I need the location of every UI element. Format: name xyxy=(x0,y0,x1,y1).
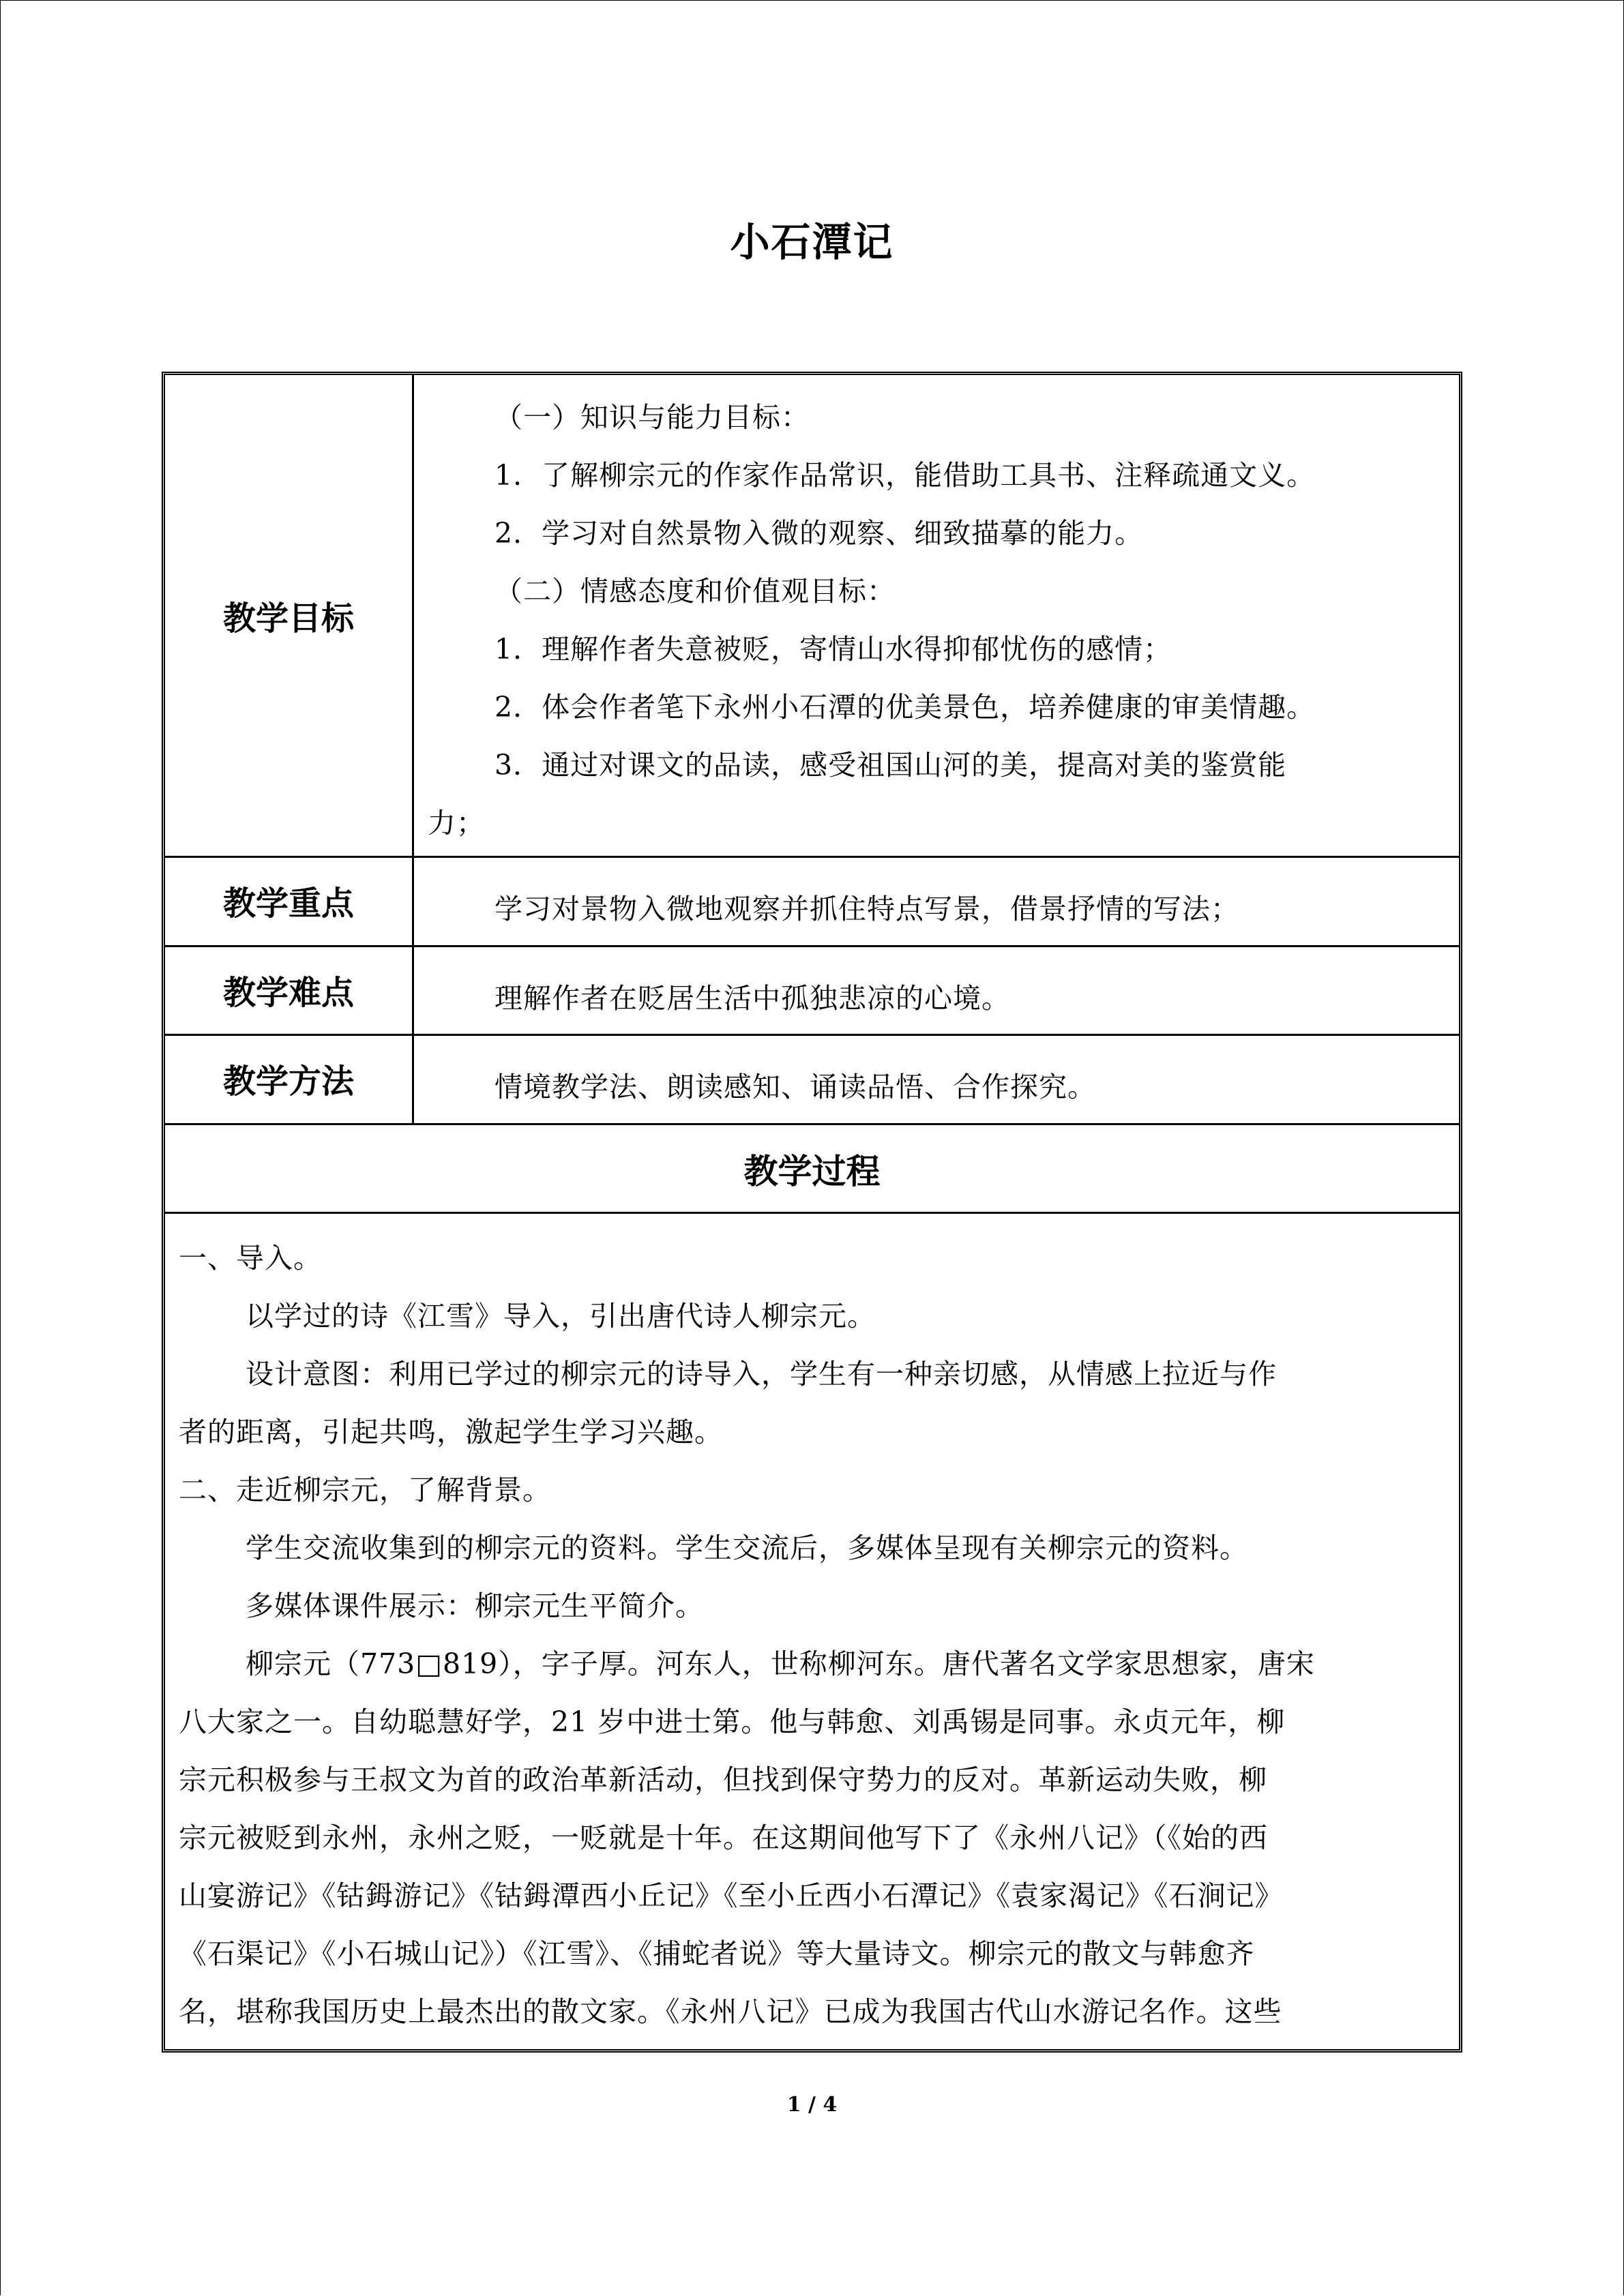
process-line: 设计意图：利用已学过的柳宗元的诗导入，学生有一种亲切感，从情感上拉近与作 xyxy=(246,1358,1277,1390)
process-line: 八大家之一。自幼聪慧好学，21 岁中进士第。他与韩愈、刘禹锡是同事。永贞元年，柳 xyxy=(179,1705,1286,1738)
row-divider-method xyxy=(165,1123,1459,1125)
objectives-line: 2．体会作者笔下永州小石潭的优美景色，培养健康的审美情趣。 xyxy=(494,691,1316,724)
process-line: 二、走近柳宗元，了解背景。 xyxy=(179,1474,551,1506)
objectives-line: 3．通过对课文的品读，感受祖国山河的美，提高对美的鉴赏能 xyxy=(494,749,1287,781)
process-line: 一、导入。 xyxy=(179,1242,322,1274)
difficulty-label: 教学难点 xyxy=(222,973,354,1012)
process-line: 名，堪称我国历史上最杰出的散文家。《永州八记》已成为我国古代山水游记名作。这些 xyxy=(179,1995,1282,2028)
objectives-line: 力； xyxy=(428,807,485,839)
objectives-line: （一）知识与能力目标： xyxy=(494,401,810,434)
lesson-plan-table xyxy=(162,372,1462,2053)
objectives-line: 1．理解作者失意被贬，寄情山水得抑郁忧伤的感情； xyxy=(494,633,1172,666)
process-line: 《石渠记》《小石城山记》）《江雪》、《捕蛇者说》等大量诗文。柳宗元的散文与韩愈齐 xyxy=(179,1937,1255,1970)
process-heading: 教学过程 xyxy=(743,1152,881,1191)
process-line: 多媒体课件展示：柳宗元生平简介。 xyxy=(246,1590,704,1622)
method-label: 教学方法 xyxy=(222,1062,354,1101)
process-line: 宗元积极参与王叔文为首的政治革新活动，但找到保守势力的反对。革新运动失败，柳 xyxy=(179,1763,1267,1796)
process-line: 柳宗元（773□819），字子厚。河东人，世称柳河东。唐代著名文学家思想家，唐宋 xyxy=(246,1648,1315,1680)
label-column-divider xyxy=(412,375,414,1123)
difficulty-text: 理解作者在贬居生活中孤独悲凉的心境。 xyxy=(494,982,1010,1015)
document-title: 小石潭记 xyxy=(730,219,894,265)
objectives-line: 1．了解柳宗元的作家作品常识，能借助工具书、注释疏通文义。 xyxy=(494,459,1316,492)
objectives-label: 教学目标 xyxy=(222,599,354,638)
process-line: 学生交流收集到的柳宗元的资料。学生交流后，多媒体呈现有关柳宗元的资料。 xyxy=(246,1532,1248,1564)
process-line: 宗元被贬到永州，永州之贬，一贬就是十年。在这期间他写下了《永州八记》（《始的西 xyxy=(179,1821,1268,1854)
page-number: 1 / 4 xyxy=(786,2093,838,2117)
key-point-text: 学习对景物入微地观察并抓住特点写景，借景抒情的写法； xyxy=(494,893,1239,925)
process-line: 以学过的诗《江雪》导入，引出唐代诗人柳宗元。 xyxy=(246,1300,876,1332)
objectives-line: （二）情感态度和价值观目标： xyxy=(494,575,896,608)
method-text: 情境教学法、朗读感知、诵读品悟、合作探究。 xyxy=(494,1071,1096,1103)
row-divider-process-heading xyxy=(165,1212,1459,1214)
process-line: 者的距离，引起共鸣，激起学生学习兴趣。 xyxy=(179,1416,723,1448)
process-line: 山宴游记》《钴鉧游记》《钴鉧潭西小丘记》《至小丘西小石潭记》《袁家渴记》《石涧记》 xyxy=(179,1879,1284,1912)
objectives-line: 2．学习对自然景物入微的观察、细致描摹的能力。 xyxy=(494,517,1144,550)
key-point-label: 教学重点 xyxy=(222,884,354,923)
